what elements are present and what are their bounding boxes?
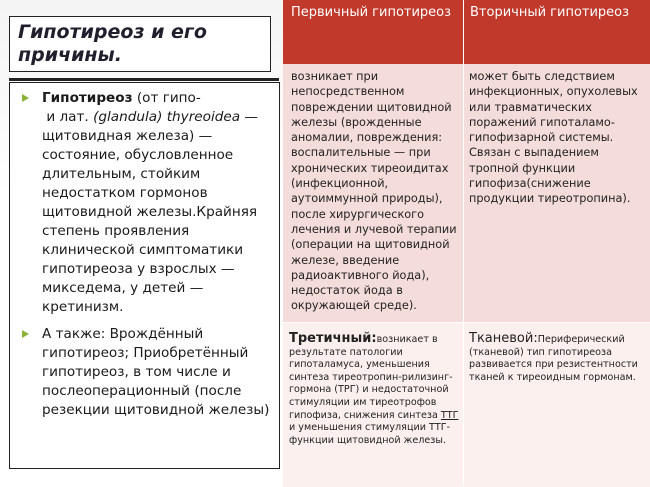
definition-part2: и лат. [46, 109, 94, 125]
comparison-table [283, 0, 650, 486]
bullet-triangle-icon [22, 330, 29, 338]
cell-tertiary [289, 333, 465, 447]
term-hypothyroidism: Гипотиреоз [42, 90, 133, 106]
slide-title: Гипотиреоз и его причины. [18, 21, 207, 66]
bullet-item-types [16, 325, 273, 420]
tertiary-label: Третичный: [289, 331, 377, 346]
table-row-causes [283, 64, 650, 322]
table-row-other-types [283, 322, 650, 487]
latin-term: (glandula) thyreoidea [93, 109, 241, 125]
column-divider [463, 0, 464, 486]
bullet-list-box [9, 82, 280, 469]
tertiary-text-1: возникает в результате патологии гипоталамуса, уменьшения синтеза тиреотропин-рилизинг-гормона (ТРГ) и недостаточной стимуляции им тиреотрофов гипофиза, снижения синтеза [289, 334, 453, 421]
secondary-text-1: может быть следствием инфекционных, опухолевых или травматических поражений гипоталамо-гипофизарной системы. [469, 70, 638, 145]
secondary-text-2: Связан с выпадением тропной функции гипофиза(снижение продукции тиреотропина). [469, 146, 631, 206]
definition-part1: (от гипо- [132, 90, 201, 106]
tertiary-text-2: и уменьшения стимуляции ТТГ-функции щитовидной железы. [289, 422, 451, 446]
header-secondary: Вторичный гипотиреоз [470, 5, 630, 20]
types-text: А также: Врождённый гипотиреоз; Приобретённый гипотиреоз, в том числе и послеоперационный (после резекции щитовидной железы) [42, 326, 270, 418]
tertiary-ttg: ТТГ [440, 409, 459, 421]
header-primary: Первичный гипотиреоз [291, 5, 452, 20]
definition-part3: — щитовидная железа) — состояние, обусловленное длительным, стойким недостатком гормонов щитовидной железы.Крайняя степень проявления клинической симптоматики гипотиреоза у взрослых — микседема, у детей — кретинизм. [42, 109, 258, 315]
tissue-text: Периферический (тканевой) тип гипотиреоза развивается при резистентности тканей к тиреоидным гормонам. [469, 334, 638, 383]
cell-secondary-description [469, 69, 645, 207]
tissue-label: Тканевой: [469, 331, 538, 346]
bullet-item-definition [16, 89, 273, 317]
cell-tissue [469, 333, 645, 384]
title-box [9, 16, 271, 72]
table-header-row [283, 0, 650, 64]
bullet-triangle-icon [22, 94, 29, 102]
title-divider [9, 78, 279, 81]
cell-primary-description: возникает при непосредственном повреждении щитовидной железы (врожденные аномалии, повреждения: воспалительные — при хронических тиреоидитах (инфекционной, аутоиммунной природы), после хирургического лечения и лучевой терапии (операции на щитовидной железе, введение радиоактивного йода), недостаток йода в окружающей среде). [291, 70, 457, 313]
